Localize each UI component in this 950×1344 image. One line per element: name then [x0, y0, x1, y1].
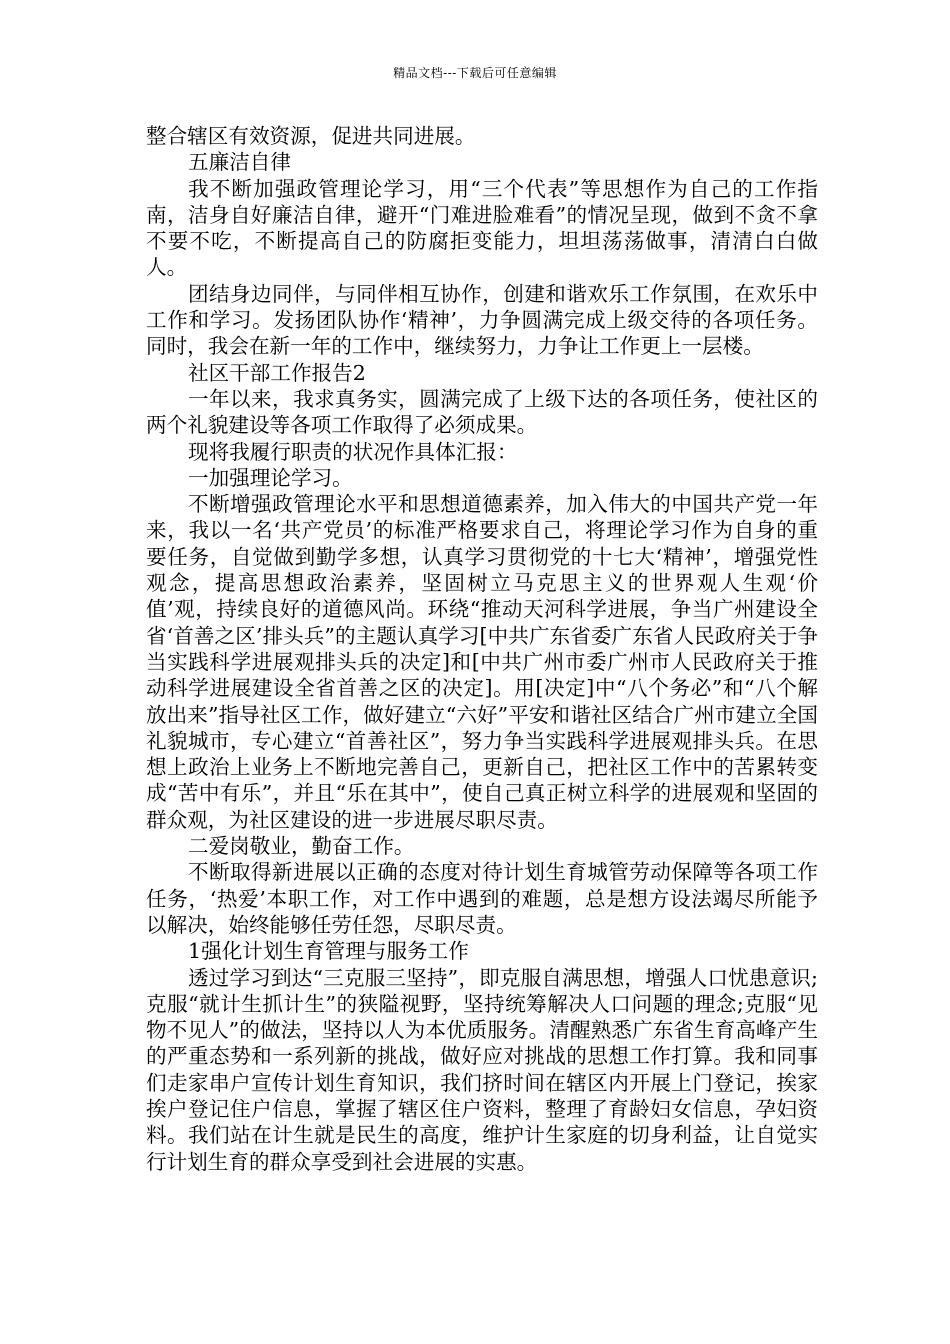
paragraph-dedication: 不断取得新进展以正确的态度对待计划生育城管劳动保障等各项工作任务，‘热爱’本职工作，对工作中遇到的难题，总是想方设法竭尽所能予以解决，始终能够任劳任怨，尽职尽责。 — [146, 860, 818, 937]
paragraph-family-planning: 透过学习到达“三克服三坚持”，即克服自满思想，增强人口忧患意识;克服“就计生抓计生”的狭隘视野，坚持统筹解决人口问题的理念;克服“见物不见人”的做法，坚持以人为本优质服务。清醒熟悉广东省生育高峰产生的严重态势和一系列新的挑战，做好应对挑战的思想工作打算。我和同事们走家串户宣传计划生育知识，我们挤时间在辖区内开展上门登记，挨家挨户登记住户信息，掌握了辖区住户资料，整理了育龄妇女信息，孕妇资料。我们站在计生就是民生的高度，维护计生家庭的切身利益，让自觉实行计划生育的群众享受到社会进展的实惠。 — [146, 965, 818, 1174]
section-heading-dedication: 二爱岗敬业，勤奋工作。 — [188, 834, 415, 859]
section-heading-integrity: 五廉洁自律 — [188, 150, 291, 175]
section-heading-family-planning: 1强化计划生育管理与服务工作 — [188, 939, 469, 964]
paragraph-summary: 一年以来，我求真务实，圆满完成了上级下达的各项任务，使社区的两个礼貌建设等各项工作取得了必须成果。 — [146, 386, 818, 438]
document-body — [146, 123, 818, 1175]
paragraph-continuation: 整合辖区有效资源，促进共同进展。 — [146, 124, 476, 148]
paragraph-theory: 不断增强政管理论水平和思想道德素养，加入伟大的中国共产党一年来，我以一名‘共产党员’的标准严格要求自己，将理论学习作为自身的重要任务，自觉做到勤学多想，认真学习贯彻党的十七大‘精神’，增强党性观念，提高思想政治素养，坚固树立马克思主义的世界观人生观‘价值’观，持续良好的道德风尚。环绕“推动天河科学进展，争当广州建设全省‘首善之区’排头兵”的主题认真学习[中共广东省委广东省人民政府关于争当实践科学进展观排头兵的决定]和[中共广州市委广州市人民政府关于推动科学进展建设全省首善之区的决定]。用[决定]中“八个务必”和“八个解放出来”指导社区工作，做好建立“六好”平安和谐社区结合广州市建立全国礼貌城市，专心建立“首善社区”，努力争当实践科学进展观排头兵。在思想上政治上业务上不断地完善自己，更新自己，把社区工作中的苦累转变成“苦中有乐”，并且“乐在其中”，使自己真正树立科学的进展观和坚固的群众观，为社区建设的进一步进展尽职尽责。 — [146, 492, 818, 832]
paragraph-integrity: 我不断加强政管理论学习，用“三个代表”等思想作为自己的工作指南，洁身自好廉洁自律，避开“门难进脸难看”的情况呈现，做到不贪不拿不要不吃，不断提高自己的防腐拒变能力，坦坦荡荡做事，清清白白做人。 — [146, 176, 818, 280]
paragraph-report-intro: 现将我履行职责的状况作具体汇报： — [188, 439, 518, 464]
page-header: 精品文档---下载后可任意编辑 — [393, 66, 557, 80]
paragraph-teamwork: 团结身边同伴，与同伴相互协作，创建和谐欢乐工作氛围，在欢乐中工作和学习。发扬团队协作‘精神’，力争圆满完成上级交待的各项任务。同时，我会在新一年的工作中，继续努力，力争让工作更上一层楼。 — [146, 281, 818, 359]
section-heading-theory: 一加强理论学习。 — [188, 465, 353, 490]
report-title: 社区干部工作报告2 — [188, 360, 366, 385]
